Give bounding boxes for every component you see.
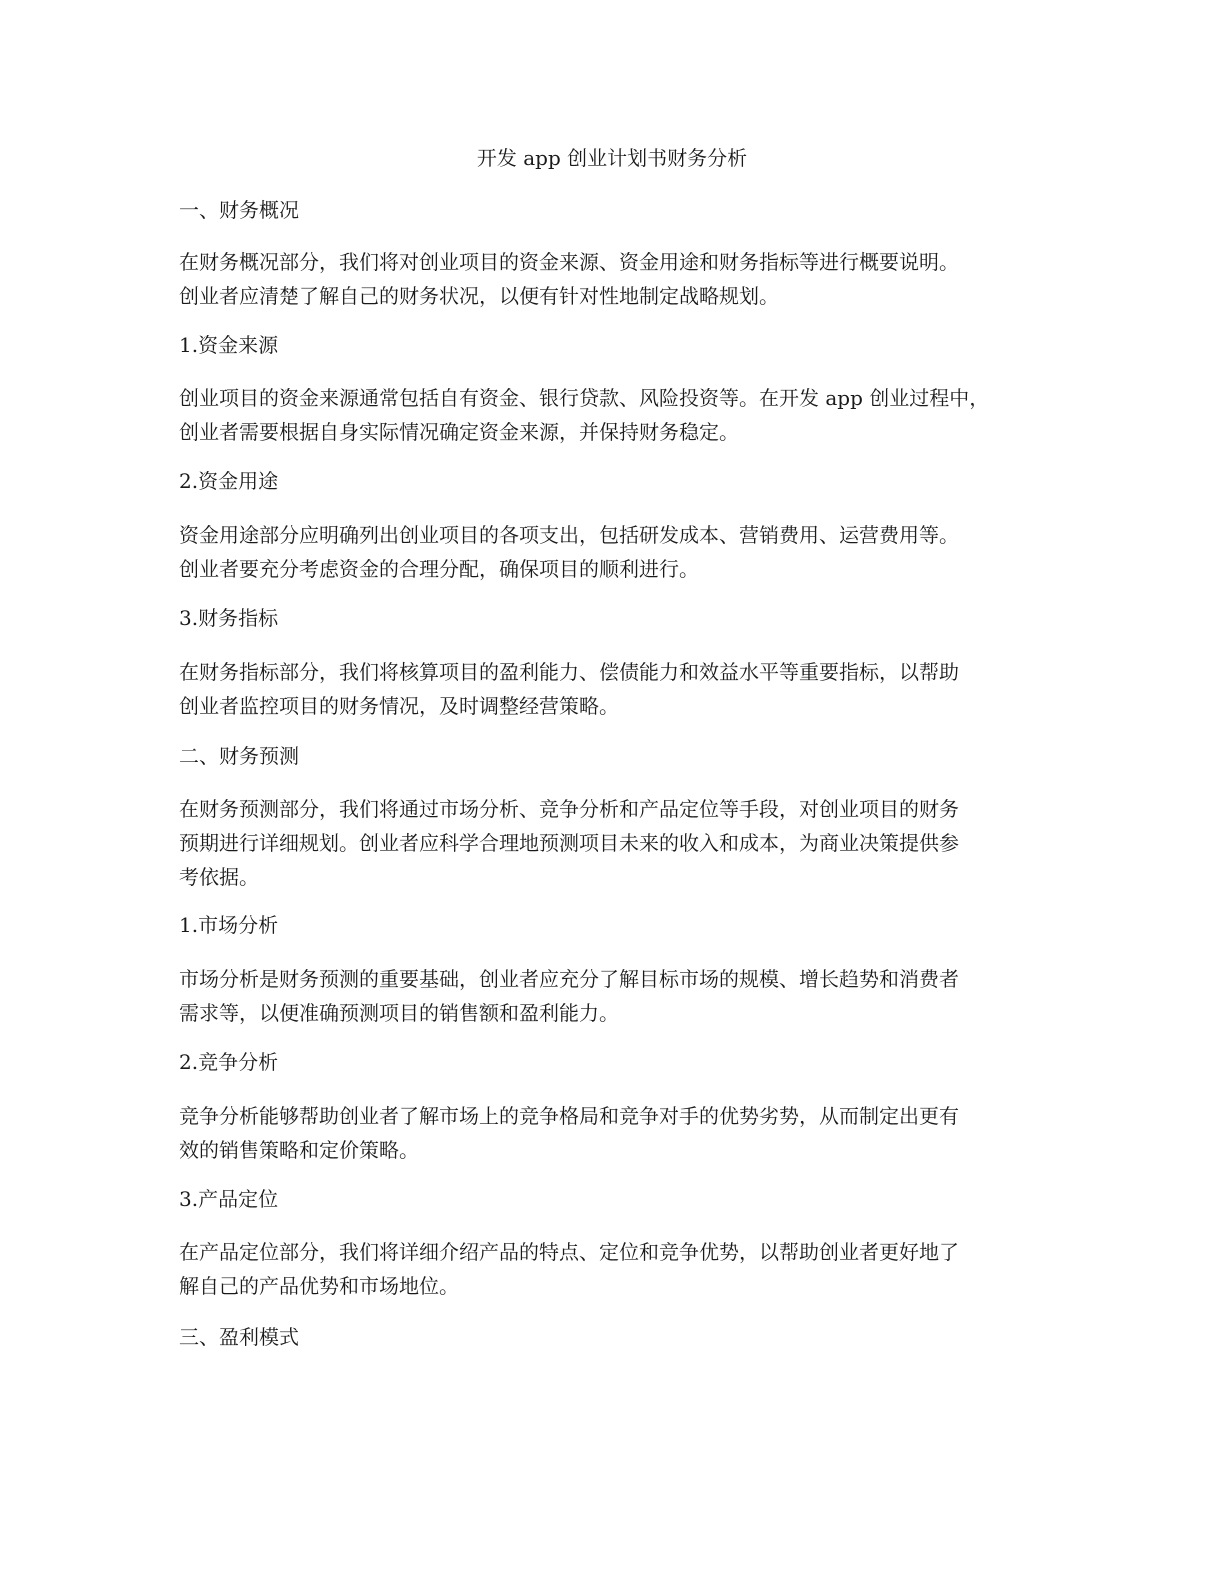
paragraph-financial-overview (179, 245, 1059, 313)
paragraph-funding-sources (179, 381, 1059, 449)
paragraph-competitive-analysis (179, 1099, 1059, 1167)
section-heading-financial-forecast: 二、财务预测 (179, 744, 299, 768)
paragraph-product-positioning (179, 1235, 1059, 1303)
paragraph-line: 解自己的产品优势和市场地位。 (179, 1274, 459, 1298)
paragraph-line: 预期进行详细规划。创业者应科学合理地预测项目未来的收入和成本，为商业决策提供参 (179, 831, 959, 855)
subheading-funding-sources: 1.资金来源 (179, 333, 279, 357)
document-title: 开发 app 创业计划书财务分析 (476, 146, 748, 170)
paragraph-line: 资金用途部分应明确列出创业项目的各项支出，包括研发成本、营销费用、运营费用等。 (179, 523, 959, 547)
paragraph-financial-forecast (179, 792, 1059, 894)
subheading-financial-indicators: 3.财务指标 (179, 606, 279, 630)
paragraph-line: 需求等，以便准确预测项目的销售额和盈利能力。 (179, 1001, 619, 1025)
subheading-market-analysis: 1.市场分析 (179, 913, 279, 937)
subheading-use-of-funds: 2.资金用途 (179, 469, 279, 493)
paragraph-line: 创业者要充分考虑资金的合理分配，确保项目的顺利进行。 (179, 557, 699, 581)
section-heading-financial-overview: 一、财务概况 (179, 198, 299, 222)
paragraph-line: 考依据。 (179, 865, 259, 889)
paragraph-line: 在财务指标部分，我们将核算项目的盈利能力、偿债能力和效益水平等重要指标，以帮助 (179, 660, 959, 684)
paragraph-market-analysis (179, 962, 1059, 1030)
paragraph-line: 竞争分析能够帮助创业者了解市场上的竞争格局和竞争对手的优势劣势，从而制定出更有 (179, 1104, 959, 1128)
paragraph-line: 创业项目的资金来源通常包括自有资金、银行贷款、风险投资等。在开发 app 创业过程中， (179, 386, 990, 410)
paragraph-line: 创业者应清楚了解自己的财务状况，以便有针对性地制定战略规划。 (179, 284, 779, 308)
paragraph-line: 在财务预测部分，我们将通过市场分析、竞争分析和产品定位等手段，对创业项目的财务 (179, 797, 959, 821)
paragraph-line: 效的销售策略和定价策略。 (179, 1138, 419, 1162)
subheading-competitive-analysis: 2.竞争分析 (179, 1050, 279, 1074)
section-heading-profit-model: 三、盈利模式 (179, 1325, 299, 1349)
paragraph-line: 市场分析是财务预测的重要基础，创业者应充分了解目标市场的规模、增长趋势和消费者 (179, 967, 959, 991)
paragraph-financial-indicators (179, 655, 1059, 723)
paragraph-use-of-funds (179, 518, 1059, 586)
paragraph-line: 创业者需要根据自身实际情况确定资金来源，并保持财务稳定。 (179, 420, 739, 444)
subheading-product-positioning: 3.产品定位 (179, 1187, 279, 1211)
paragraph-line: 在财务概况部分，我们将对创业项目的资金来源、资金用途和财务指标等进行概要说明。 (179, 250, 959, 274)
paragraph-line: 在产品定位部分，我们将详细介绍产品的特点、定位和竞争优势，以帮助创业者更好地了 (179, 1240, 959, 1264)
paragraph-line: 创业者监控项目的财务情况，及时调整经营策略。 (179, 694, 619, 718)
